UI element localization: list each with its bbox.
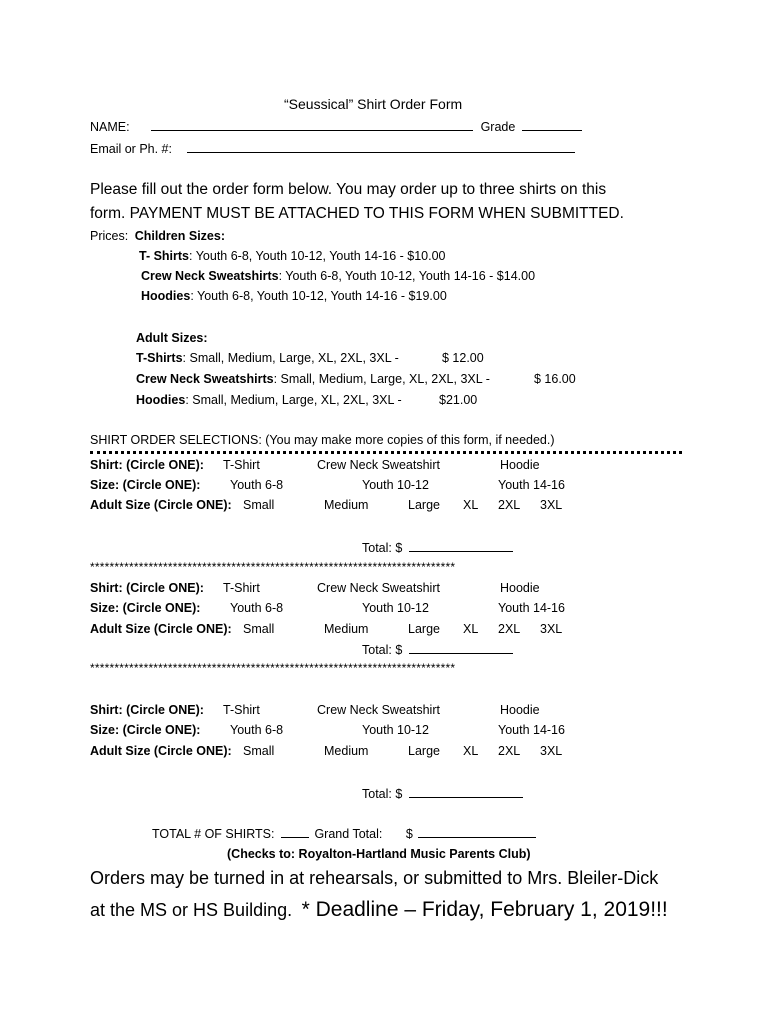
option-3xl[interactable]: 3XL (540, 498, 563, 512)
dotted-divider (90, 451, 682, 454)
total-label: Total: $ (362, 643, 403, 657)
adult-price-crew-amount: $ 16.00 (534, 372, 576, 386)
price-item: T-Shirts (136, 351, 183, 365)
option-youth-14-16[interactable]: Youth 14-16 (498, 723, 565, 737)
total-label: Total: $ (362, 787, 403, 801)
prices-label: Prices: (90, 229, 129, 243)
grand-total-label: Grand Total: (314, 827, 383, 841)
prices-label-row (90, 229, 225, 243)
option-tshirt[interactable]: T-Shirt (223, 581, 260, 595)
orders-line-2-text: at the MS or HS Building. (90, 900, 293, 920)
grade-label: Grade (480, 120, 516, 134)
price-item: T- Shirts (139, 249, 190, 263)
grand-total-field[interactable] (418, 826, 536, 838)
option-youth-14-16[interactable]: Youth 14-16 (498, 601, 565, 615)
children-sizes-heading: Children Sizes: (134, 229, 225, 243)
intro-line-1: Please fill out the order form below. You may order up to three shirts on this (90, 181, 607, 198)
option-2xl[interactable]: 2XL (498, 498, 521, 512)
option-small[interactable]: Small (243, 622, 275, 636)
option-large[interactable]: Large (408, 498, 440, 512)
intro-line-2: form. PAYMENT MUST BE ATTACHED TO THIS FORM WHEN SUBMITTED. (90, 205, 624, 222)
price-sizes: : Youth 6-8, Youth 10-12, Youth 14-16 - $19.00 (190, 289, 447, 303)
shirt-label: Shirt: (Circle ONE): (90, 703, 204, 717)
option-xl[interactable]: XL (463, 744, 479, 758)
grand-total-row (152, 826, 536, 841)
size-label: Size: (Circle ONE): (90, 601, 201, 615)
children-price-crew (141, 269, 535, 283)
children-price-tshirt (139, 249, 446, 263)
grade-field[interactable] (522, 119, 582, 131)
star-divider: *************************************************************************** (90, 661, 456, 675)
option-crew[interactable]: Crew Neck Sweatshirt (317, 581, 440, 595)
adult-size-label: Adult Size (Circle ONE): (90, 744, 232, 758)
total-row (362, 642, 513, 657)
total-field[interactable] (409, 786, 523, 798)
name-label: NAME: (90, 120, 130, 134)
adult-price-tshirt (136, 351, 399, 365)
price-item: Hoodies (141, 289, 191, 303)
form-title: “Seussical” Shirt Order Form (284, 96, 463, 112)
adult-price-crew (136, 372, 490, 386)
option-3xl[interactable]: 3XL (540, 744, 563, 758)
option-youth-6-8[interactable]: Youth 6-8 (230, 601, 284, 615)
price-sizes: : Youth 6-8, Youth 10-12, Youth 14-16 - $14.00 (278, 269, 536, 283)
adult-price-hoodie (136, 393, 402, 407)
deadline: * Deadline – Friday, February 1, 2019!!! (301, 898, 668, 921)
option-hoodie[interactable]: Hoodie (500, 581, 540, 595)
adult-size-label: Adult Size (Circle ONE): (90, 498, 232, 512)
email-label: Email or Ph. #: (90, 142, 172, 156)
option-youth-10-12[interactable]: Youth 10-12 (362, 723, 429, 737)
star-divider: *************************************************************************** (90, 560, 456, 574)
option-2xl[interactable]: 2XL (498, 744, 521, 758)
adult-price-tshirt-amount: $ 12.00 (442, 351, 484, 365)
price-sizes: : Small, Medium, Large, XL, 2XL, 3XL - (185, 393, 402, 407)
email-row (90, 141, 575, 156)
option-tshirt[interactable]: T-Shirt (223, 703, 260, 717)
price-item: Hoodies (136, 393, 186, 407)
option-large[interactable]: Large (408, 622, 440, 636)
size-label: Size: (Circle ONE): (90, 478, 201, 492)
option-3xl[interactable]: 3XL (540, 622, 563, 636)
option-hoodie[interactable]: Hoodie (500, 703, 540, 717)
adult-sizes-heading: Adult Sizes: (136, 331, 208, 345)
total-row (362, 786, 523, 801)
name-field[interactable] (151, 119, 473, 131)
option-large[interactable]: Large (408, 744, 440, 758)
price-item: Crew Neck Sweatshirts (141, 269, 279, 283)
price-sizes: : Small, Medium, Large, XL, 2XL, 3XL - (273, 372, 490, 386)
option-small[interactable]: Small (243, 498, 275, 512)
option-xl[interactable]: XL (463, 498, 479, 512)
total-label: Total: $ (362, 541, 403, 555)
orders-line-1: Orders may be turned in at rehearsals, or submitted to Mrs. Bleiler-Dick (90, 868, 659, 888)
adult-size-label: Adult Size (Circle ONE): (90, 622, 232, 636)
option-youth-10-12[interactable]: Youth 10-12 (362, 601, 429, 615)
shirt-label: Shirt: (Circle ONE): (90, 458, 204, 472)
checks-note: (Checks to: Royalton-Hartland Music Parents Club) (227, 847, 531, 861)
option-youth-10-12[interactable]: Youth 10-12 (362, 478, 429, 492)
option-youth-6-8[interactable]: Youth 6-8 (230, 478, 284, 492)
total-row (362, 540, 513, 555)
price-sizes: : Youth 6-8, Youth 10-12, Youth 14-16 - $10.00 (189, 249, 446, 263)
price-sizes: : Small, Medium, Large, XL, 2XL, 3XL - (182, 351, 399, 365)
option-small[interactable]: Small (243, 744, 275, 758)
option-xl[interactable]: XL (463, 622, 479, 636)
total-shirts-label: TOTAL # OF SHIRTS: (152, 827, 275, 841)
total-shirts-field[interactable] (281, 826, 309, 838)
total-field[interactable] (409, 642, 513, 654)
children-price-hoodie (141, 289, 447, 303)
orders-line-2 (90, 898, 668, 922)
option-crew[interactable]: Crew Neck Sweatshirt (317, 703, 440, 717)
shirt-label: Shirt: (Circle ONE): (90, 581, 204, 595)
total-field[interactable] (409, 540, 513, 552)
option-tshirt[interactable]: T-Shirt (223, 458, 260, 472)
option-medium[interactable]: Medium (324, 744, 369, 758)
option-medium[interactable]: Medium (324, 622, 369, 636)
option-2xl[interactable]: 2XL (498, 622, 521, 636)
price-item: Crew Neck Sweatshirts (136, 372, 274, 386)
option-medium[interactable]: Medium (324, 498, 369, 512)
grand-total-dollar: $ (405, 827, 413, 841)
adult-price-hoodie-amount: $21.00 (439, 393, 478, 407)
email-field[interactable] (187, 141, 575, 153)
selections-heading: SHIRT ORDER SELECTIONS: (You may make more copies of this form, if needed.) (90, 433, 555, 447)
option-youth-14-16[interactable]: Youth 14-16 (498, 478, 565, 492)
size-label: Size: (Circle ONE): (90, 723, 201, 737)
option-crew[interactable]: Crew Neck Sweatshirt (317, 458, 440, 472)
option-youth-6-8[interactable]: Youth 6-8 (230, 723, 284, 737)
option-hoodie[interactable]: Hoodie (500, 458, 540, 472)
name-row (90, 119, 582, 134)
